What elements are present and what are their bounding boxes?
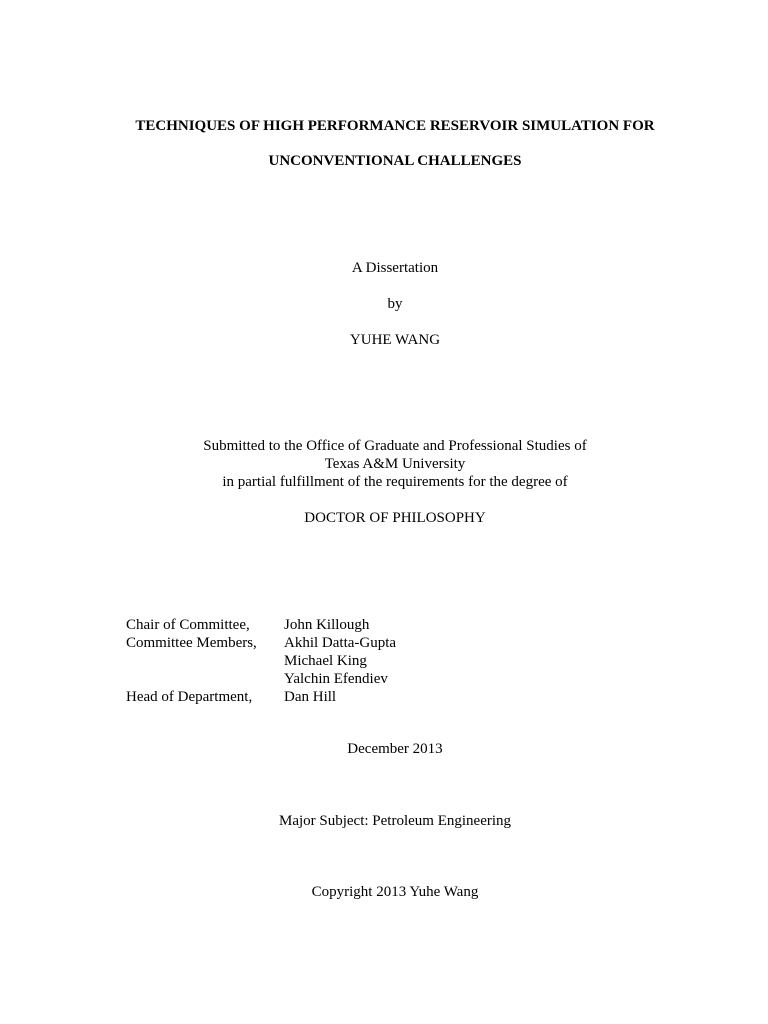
chair-name: John Killough bbox=[284, 617, 370, 633]
committee-member-row bbox=[126, 652, 396, 670]
submission-line-2: Texas A&M University bbox=[324, 456, 466, 472]
member-name: Michael King bbox=[284, 653, 367, 669]
degree: DOCTOR OF PHILOSOPHY bbox=[304, 510, 486, 526]
date: December 2013 bbox=[347, 741, 443, 757]
member-name: Akhil Datta-Gupta bbox=[284, 635, 397, 651]
head-label: Head of Department, bbox=[126, 689, 253, 705]
committee-member-row bbox=[126, 670, 396, 688]
major-subject: Major Subject: Petroleum Engineering bbox=[278, 813, 512, 829]
submission-line-1: Submitted to the Office of Graduate and Professional Studies of bbox=[203, 438, 587, 454]
members-label: Committee Members, bbox=[126, 635, 257, 651]
chair-label: Chair of Committee, bbox=[126, 617, 250, 633]
copyright: Copyright 2013 Yuhe Wang bbox=[311, 884, 479, 900]
document-type: A Dissertation bbox=[351, 260, 439, 276]
by-label: by bbox=[387, 296, 403, 312]
member-name: Yalchin Efendiev bbox=[284, 671, 388, 687]
head-name: Dan Hill bbox=[284, 689, 337, 705]
author-name: YUHE WANG bbox=[349, 332, 441, 348]
committee-members-row bbox=[126, 634, 396, 652]
title-line-1: TECHNIQUES OF HIGH PERFORMANCE RESERVOIR SIMULATION FOR bbox=[135, 118, 655, 134]
submission-line-3: in partial fulfillment of the requirements for the degree of bbox=[222, 474, 568, 490]
committee-head-row bbox=[126, 688, 396, 706]
title-line-2: UNCONVENTIONAL CHALLENGES bbox=[268, 153, 522, 169]
committee-block bbox=[126, 616, 396, 706]
committee-chair-row bbox=[126, 616, 396, 634]
